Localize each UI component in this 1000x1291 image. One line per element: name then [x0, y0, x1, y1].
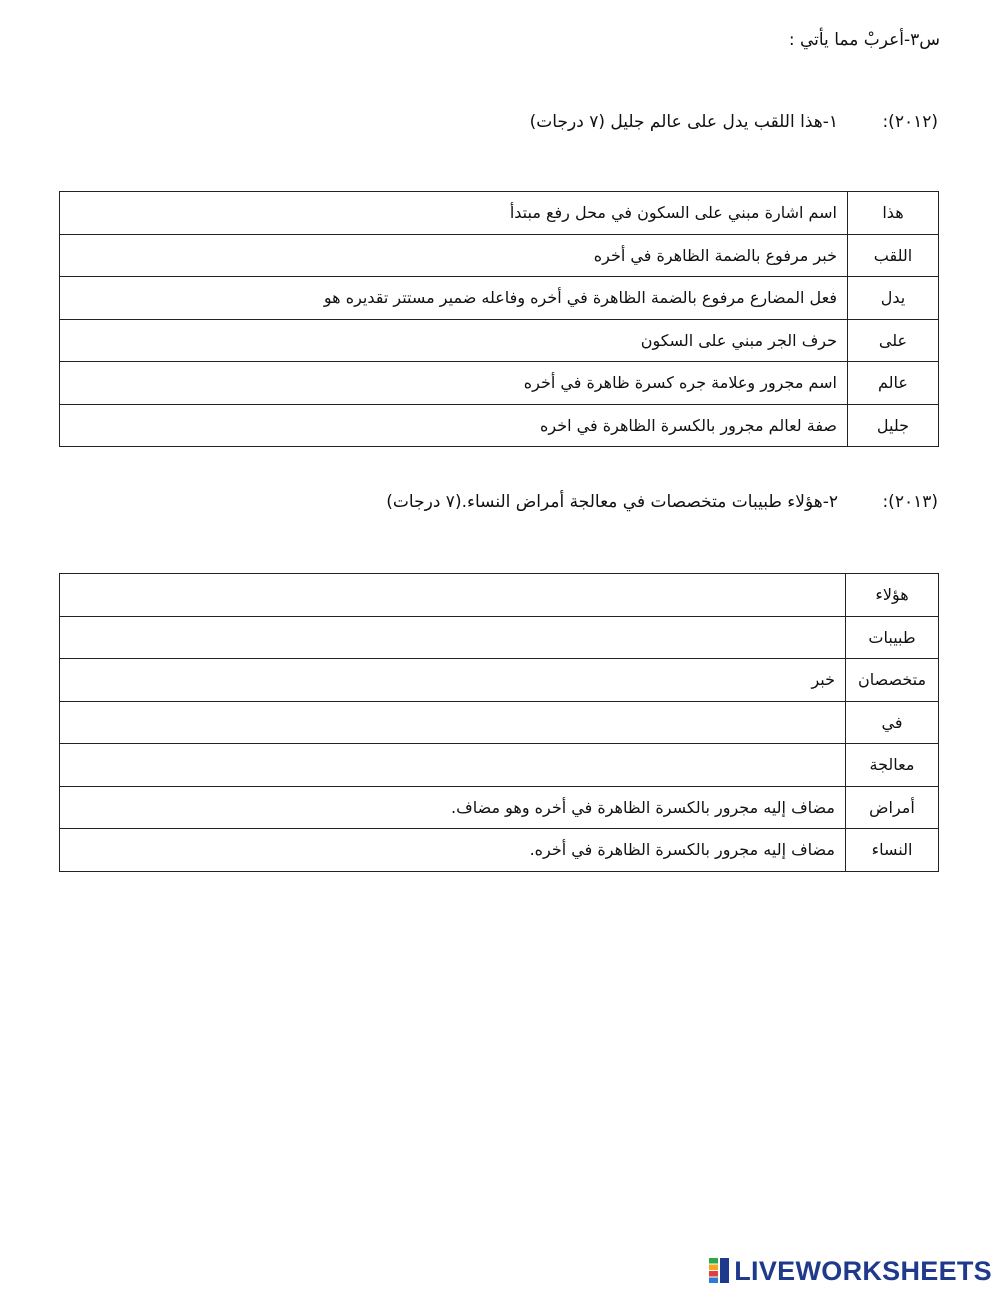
- word-cell: على: [848, 319, 939, 362]
- liveworksheets-logo-icon: [708, 1257, 730, 1285]
- answer-cell[interactable]: [60, 701, 846, 744]
- parsing-table-2: [59, 573, 939, 872]
- question-1-sentence: ١-هذا اللقب يدل على عالم جليل (٧ درجات): [529, 112, 838, 132]
- table-row: [60, 277, 939, 320]
- word-cell: عالم: [848, 362, 939, 405]
- answer-cell[interactable]: فعل المضارع مرفوع بالضمة الظاهرة في أخره وفاعله ضمير مستتر تقديره هو: [60, 277, 848, 320]
- word-cell: معالجة: [846, 744, 939, 787]
- table-row: [60, 786, 939, 829]
- answer-cell[interactable]: اسم مجرور وعلامة جره كسرة ظاهرة في أخره: [60, 362, 848, 405]
- answer-cell[interactable]: [60, 744, 846, 787]
- word-cell: متخصصان: [846, 659, 939, 702]
- table-row: [60, 701, 939, 744]
- question-1-year: (٢٠١٢):: [882, 112, 938, 132]
- word-cell: جليل: [848, 404, 939, 447]
- answer-cell[interactable]: خبر مرفوع بالضمة الظاهرة في أخره: [60, 234, 848, 277]
- word-cell: هؤلاء: [846, 574, 939, 617]
- word-cell: أمراض: [846, 786, 939, 829]
- answer-cell[interactable]: حرف الجر مبني على السكون: [60, 319, 848, 362]
- table-row: [60, 616, 939, 659]
- question-2-sentence: ٢-هؤلاء طبيبات متخصصات في معالجة أمراض النساء.(٧ درجات): [386, 492, 838, 512]
- brand-footer: [708, 1254, 992, 1288]
- word-cell: هذا: [848, 192, 939, 235]
- brand-name: LIVEWORKSHEETS: [734, 1255, 992, 1286]
- word-cell: طبيبات: [846, 616, 939, 659]
- parsing-table-1: [59, 191, 939, 447]
- question-2-year: (٢٠١٣):: [882, 492, 938, 512]
- answer-cell[interactable]: [60, 616, 846, 659]
- table-row: [60, 362, 939, 405]
- answer-cell[interactable]: خبر: [60, 659, 846, 702]
- table-row: [60, 829, 939, 872]
- answer-cell[interactable]: مضاف إليه مجرور بالكسرة الظاهرة في أخره.: [60, 829, 846, 872]
- word-cell: يدل: [848, 277, 939, 320]
- table-row: [60, 192, 939, 235]
- word-cell: اللقب: [848, 234, 939, 277]
- table-row: [60, 319, 939, 362]
- table-row: [60, 404, 939, 447]
- table-row: [60, 234, 939, 277]
- question-heading: س٣-أعربْ مما يأتي :: [788, 30, 940, 50]
- answer-cell[interactable]: مضاف إليه مجرور بالكسرة الظاهرة في أخره وهو مضاف.: [60, 786, 846, 829]
- answer-cell[interactable]: اسم اشارة مبني على السكون في محل رفع مبتدأ: [60, 192, 848, 235]
- table-row: [60, 574, 939, 617]
- table-row: [60, 659, 939, 702]
- answer-cell[interactable]: صفة لعالم مجرور بالكسرة الظاهرة في اخره: [60, 404, 848, 447]
- question-2-line: [318, 492, 938, 520]
- word-cell: النساء: [846, 829, 939, 872]
- word-cell: في: [846, 701, 939, 744]
- question-1-line: [318, 112, 938, 140]
- answer-cell[interactable]: [60, 574, 846, 617]
- table-row: [60, 744, 939, 787]
